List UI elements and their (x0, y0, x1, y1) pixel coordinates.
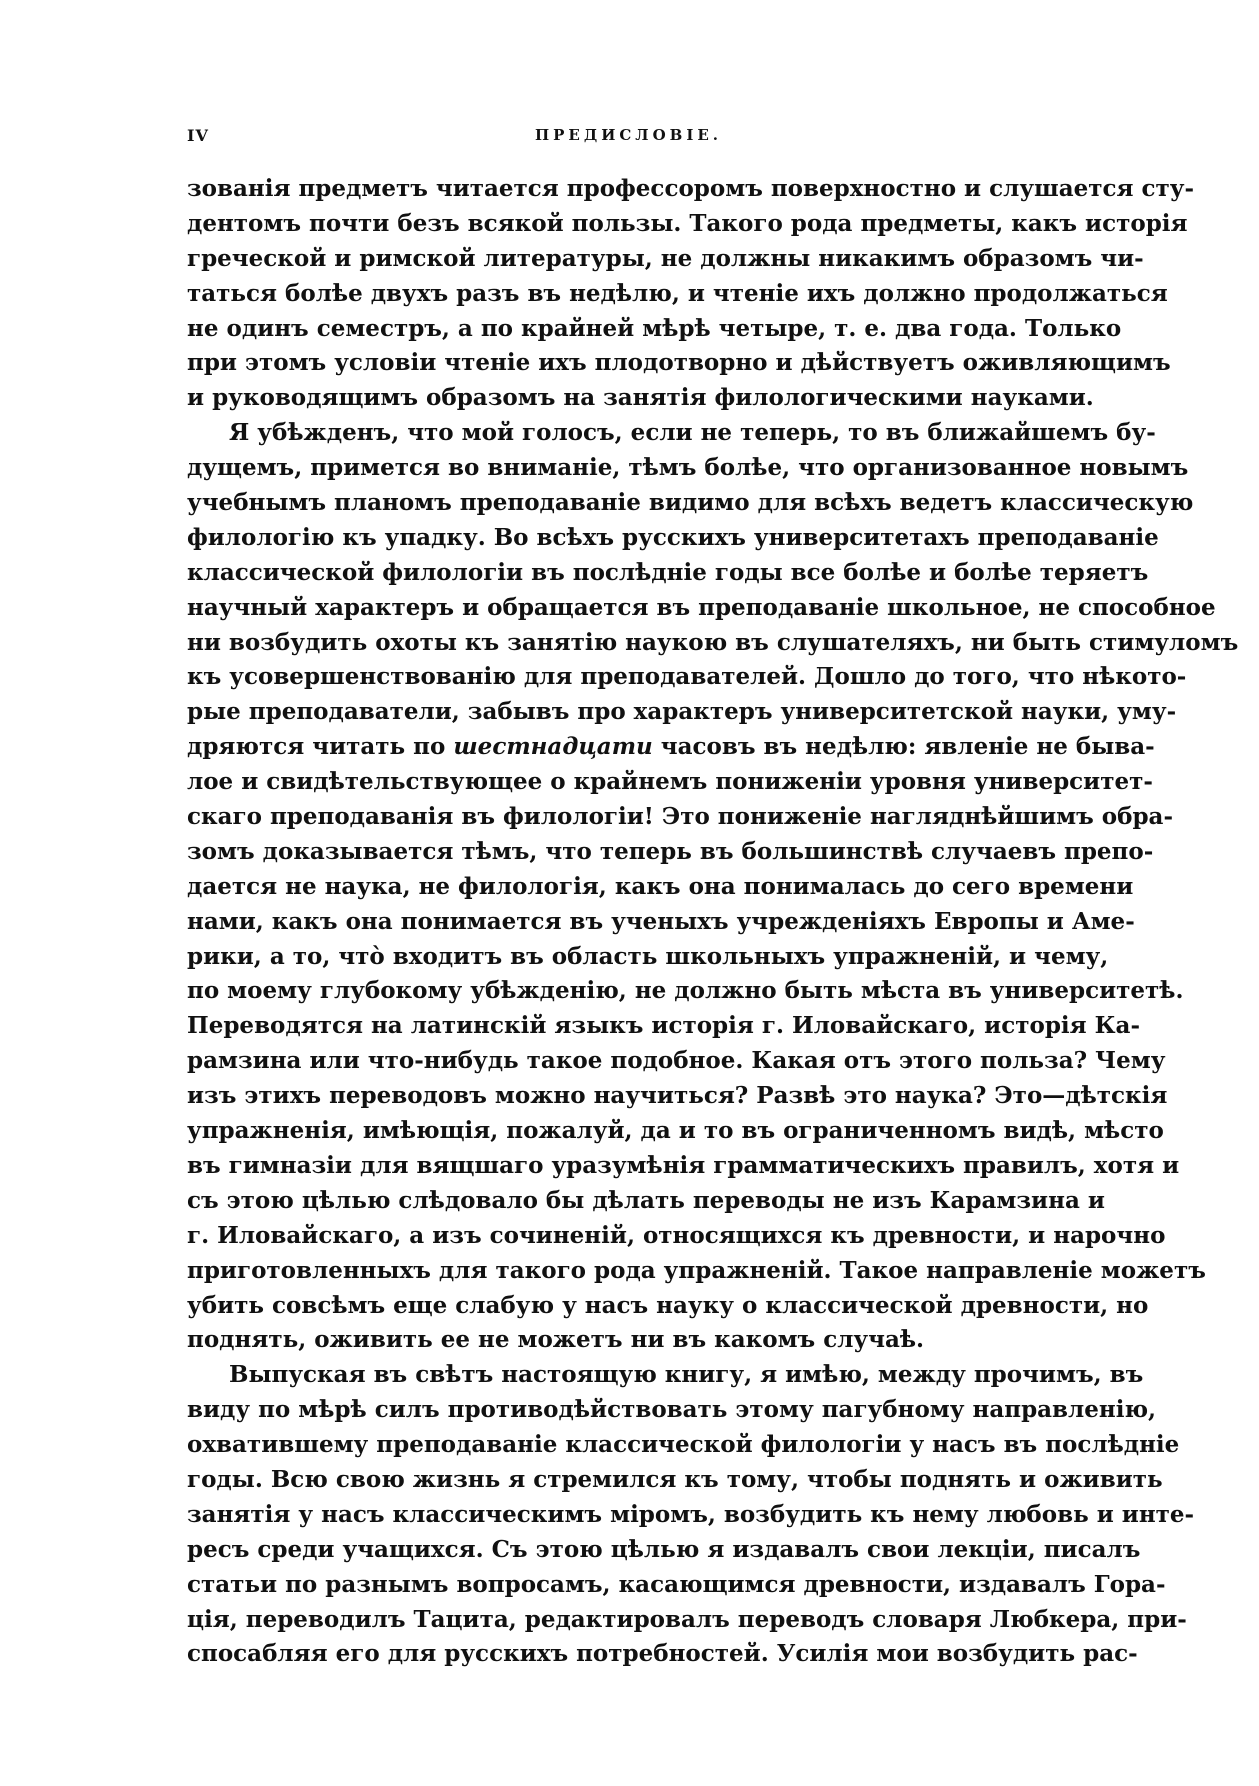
page-number: IV (187, 126, 209, 145)
text-fragment: часовъ въ недѣлю: явленіе не быва- (652, 733, 1155, 761)
text-line: упражненія, имѣющія, пожалуй, да и то въ ограниченномъ видѣ, мѣсто (187, 1117, 1164, 1145)
paragraph-2 (187, 416, 1239, 1358)
text-line: рамзина или что-нибудь такое подобное. Какая отъ этого польза? Чему (187, 1047, 1166, 1075)
text-line: нами, какъ она понимается въ ученыхъ учрежденіяхъ Европы и Аме- (187, 907, 1135, 935)
text-line: статьи по разнымъ вопросамъ, касающимся древности, издавалъ Гора- (187, 1570, 1166, 1598)
text-line: лое и свидѣтельствующее о крайнемъ пониженіи уровня университет- (187, 768, 1153, 796)
text-line: филологію къ упадку. Во всѣхъ русскихъ университетахъ преподаваніе (187, 523, 1159, 551)
text-line: спосабляя его для русскихъ потребностей. Усилія мои возбудить рас- (187, 1640, 1138, 1668)
text-line: убить совсѣмъ еще слабую у насъ науку о классической древности, но (187, 1291, 1149, 1319)
paragraph-1 (187, 172, 1195, 416)
text-line: дентомъ почти безъ всякой пользы. Такого рода предметы, какъ исторія (187, 209, 1188, 237)
text-line: зованія предметъ читается профессоромъ поверхностно и слушается сту- (187, 175, 1195, 202)
text-line: не одинъ семестръ, а по крайней мѣрѣ четыре, т. е. два года. Только (187, 314, 1122, 342)
book-page (187, 118, 1239, 1672)
text-line: Я убѣжденъ, что мой голосъ, если не теперь, то въ ближайшемъ бу- (229, 419, 1156, 447)
text-line: рики, а то, что̀ входитъ въ область школьныхъ упражненій, и чему, (187, 942, 1109, 970)
text-line: охватившему преподаваніе классической филологіи у насъ въ послѣдніе (187, 1431, 1180, 1459)
text-line: дается не наука, не филологія, какъ она понималась до сего времени (187, 872, 1134, 900)
text-line: ни возбудить охоты къ занятію наукою въ слушателяхъ, ни быть стимуломъ (187, 628, 1239, 656)
text-line: рые преподаватели, забывъ про характеръ университетской науки, уму- (187, 698, 1177, 726)
text-line: скаго преподаванія въ филологіи! Это пониженіе нагляднѣйшимъ обра- (187, 803, 1174, 831)
text-line: зомъ доказывается тѣмъ, что теперь въ большинствѣ случаевъ препо- (187, 837, 1154, 865)
running-title: ПРЕДИСЛОВІЕ. (534, 126, 722, 144)
text-fragment: дряются читать по (187, 733, 454, 761)
italic-word: шестнадцати (453, 733, 653, 761)
text-line: ція, переводилъ Тацита, редактировалъ переводъ словаря Любкера, при- (187, 1605, 1187, 1633)
text-line: учебнымъ планомъ преподаваніе видимо для всѣхъ ведетъ классическую (187, 489, 1194, 517)
text-line: къ усовершенствованію для преподавателей. Дошло до того, что нѣкото- (187, 663, 1187, 691)
text-line: съ этою цѣлью слѣдовало бы дѣлать переводы не изъ Карамзина и (187, 1186, 1105, 1214)
text-line: греческой и римской литературы, не должны никакимъ образомъ чи- (187, 244, 1144, 272)
text-line: занятія у насъ классическимъ міромъ, возбудить къ нему любовь и инте- (187, 1500, 1195, 1528)
text-line: дущемъ, примется во вниманіе, тѣмъ болѣе, что организованное новымъ (187, 454, 1189, 482)
body-text (187, 172, 1239, 1672)
text-line: годы. Всю свою жизнь я стремился къ тому, чтобы поднять и оживить (187, 1465, 1163, 1493)
running-head (187, 118, 1070, 158)
text-line: изъ этихъ переводовъ можно научиться? Развѣ это наука? Это—дѣтскія (187, 1082, 1168, 1110)
text-line: Переводятся на латинскій языкъ исторія г. Иловайскаго, исторія Ка- (187, 1012, 1141, 1040)
text-line: ресъ среди учащихся. Съ этою цѣлью я издавалъ свои лекціи, писалъ (187, 1535, 1141, 1563)
text-line: въ гимназіи для вящшаго уразумѣнія грамматическихъ правилъ, хотя и (187, 1151, 1180, 1179)
text-line: приготовленныхъ для такого рода упражненій. Такое направленіе можетъ (187, 1256, 1206, 1284)
text-line: и руководящимъ образомъ на занятія филологическими науками. (187, 384, 1094, 412)
text-line: при этомъ условіи чтеніе ихъ плодотворно и дѣйствуетъ оживляющимъ (187, 349, 1171, 377)
text-line: Выпуская въ свѣтъ настоящую книгу, я имѣю, между прочимъ, въ (229, 1361, 1144, 1389)
text-line: по моему глубокому убѣжденію, не должно быть мѣста въ университетѣ. (187, 977, 1184, 1005)
text-line: поднять, оживить ее не можетъ ни въ какомъ случаѣ. (187, 1326, 925, 1354)
text-line: таться болѣе двухъ разъ въ недѣлю, и чтеніе ихъ должно продолжаться (187, 279, 1168, 307)
text-line: виду по мѣрѣ силъ противодѣйствовать этому пагубному направленію, (187, 1396, 1157, 1424)
text-line: г. Иловайскаго, а изъ сочиненій, относящихся къ древности, и нарочно (187, 1221, 1166, 1249)
text-line: научный характеръ и обращается въ преподаваніе школьное, не способное (187, 593, 1216, 621)
text-line-with-italic (187, 730, 1155, 765)
paragraph-3 (187, 1358, 1195, 1672)
text-line: классической филологіи въ послѣдніе годы все болѣе и болѣе теряетъ (187, 558, 1149, 586)
